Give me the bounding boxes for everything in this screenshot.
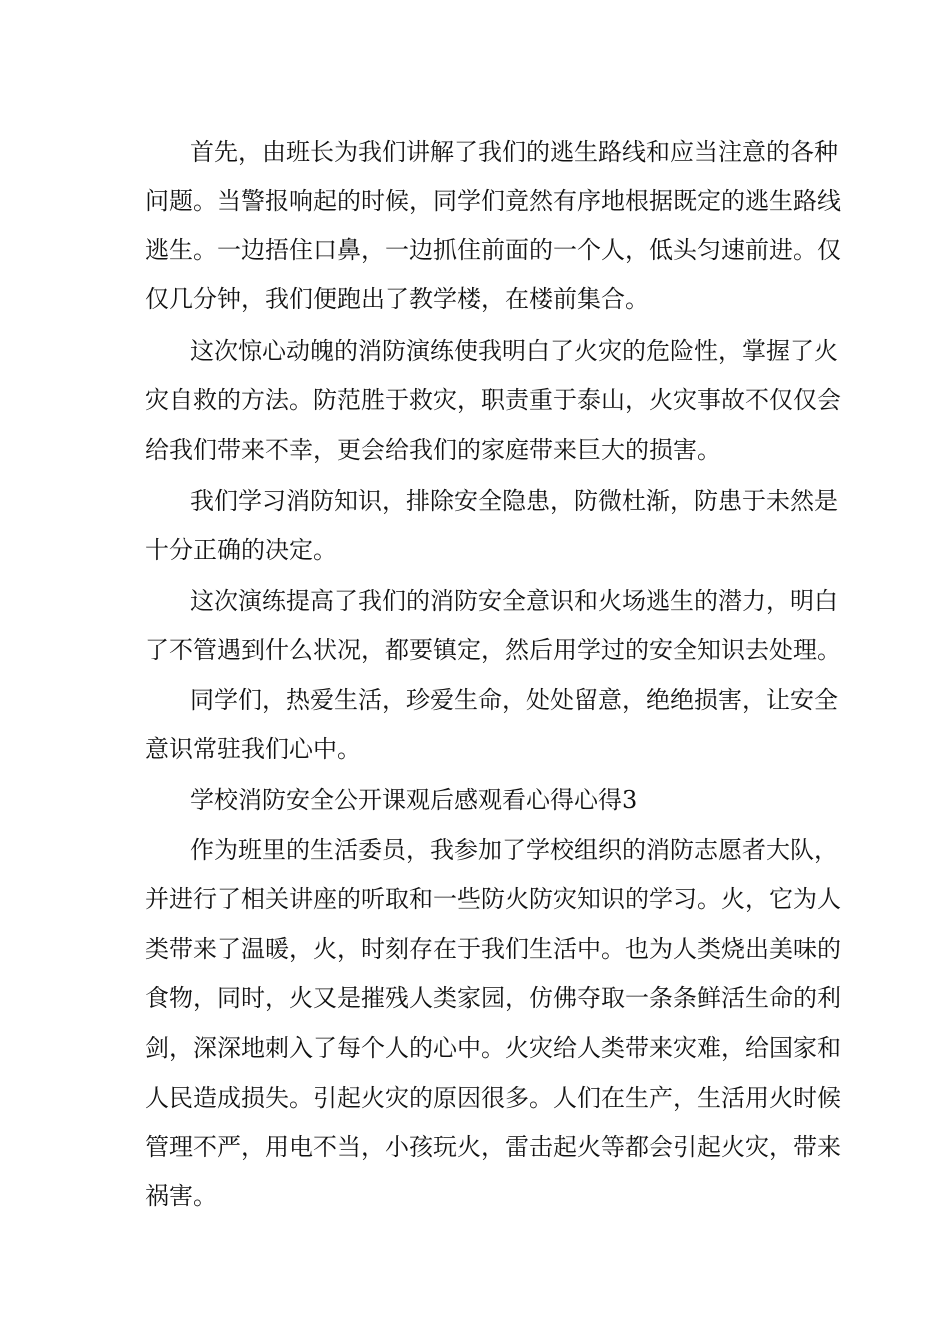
paragraph-2-line-2 — [0, 380, 950, 420]
paragraph-2-line-1 — [0, 331, 950, 371]
paragraph-3-line-2 — [0, 530, 950, 570]
paragraph-1-line-3 — [0, 230, 950, 270]
text-line: 人民造成损失。引起火灾的原因很多。人们在生产，生活用火时候 — [145, 1084, 841, 1112]
paragraph-1-line-1 — [0, 132, 950, 172]
section-heading-text: 学校消防安全公开课观后感观看心得心得3 — [190, 786, 638, 814]
text-line: 这次演练提高了我们的消防安全意识和火场逃生的潜力，明白 — [190, 587, 838, 615]
text-line: 作为班里的生活委员，我参加了学校组织的消防志愿者大队， — [190, 836, 838, 864]
text-line: 祸害。 — [145, 1182, 217, 1210]
text-line: 这次惊心动魄的消防演练使我明白了火灾的危险性，掌握了火 — [190, 337, 838, 365]
text-line: 给我们带来不幸，更会给我们的家庭带来巨大的损害。 — [145, 436, 721, 464]
paragraph-4-line-1 — [0, 581, 950, 621]
text-line: 仅几分钟，我们便跑出了教学楼，在楼前集合。 — [145, 285, 649, 313]
paragraph-7-line-2 — [0, 879, 950, 919]
paragraph-7-line-7 — [0, 1127, 950, 1167]
paragraph-2-line-3 — [0, 430, 950, 470]
paragraph-7-line-5 — [0, 1028, 950, 1068]
text-line: 我们学习消防知识，排除安全隐患，防微杜渐，防患于未然是 — [190, 487, 838, 515]
text-line: 灾自救的方法。防范胜于救灾，职责重于泰山，火灾事故不仅仅会 — [145, 386, 841, 414]
text-line: 并进行了相关讲座的听取和一些防火防灾知识的学习。火，它为人 — [145, 885, 841, 913]
text-line: 逃生。一边捂住口鼻，一边抓住前面的一个人，低头匀速前进。仅 — [145, 236, 841, 264]
paragraph-1-line-2 — [0, 181, 950, 221]
paragraph-5-line-1 — [0, 680, 950, 720]
paragraph-4-line-2 — [0, 630, 950, 670]
text-line: 剑，深深地刺入了每个人的心中。火灾给人类带来灾难，给国家和 — [145, 1034, 841, 1062]
text-line: 十分正确的决定。 — [145, 536, 337, 564]
text-line: 了不管遇到什么状况，都要镇定，然后用学过的安全知识去处理。 — [145, 636, 841, 664]
paragraph-1-line-4 — [0, 279, 950, 319]
paragraph-7-line-8 — [0, 1176, 950, 1216]
text-line: 管理不严，用电不当，小孩玩火，雷击起火等都会引起火灾，带来 — [145, 1133, 841, 1161]
paragraph-7-line-3 — [0, 929, 950, 969]
paragraph-7-line-4 — [0, 978, 950, 1018]
text-line: 同学们，热爱生活，珍爱生命，处处留意，绝绝损害，让安全 — [190, 686, 838, 714]
paragraph-7-line-6 — [0, 1078, 950, 1118]
paragraph-7-line-1 — [0, 830, 950, 870]
text-line: 意识常驻我们心中。 — [145, 735, 361, 763]
text-line: 首先，由班长为我们讲解了我们的逃生路线和应当注意的各种 — [190, 138, 838, 166]
text-line: 食物，同时，火又是摧残人类家园，仿佛夺取一条条鲜活生命的利 — [145, 984, 841, 1012]
text-line: 问题。当警报响起的时候，同学们竟然有序地根据既定的逃生路线 — [145, 187, 841, 215]
section-heading — [0, 780, 950, 820]
paragraph-5-line-2 — [0, 729, 950, 769]
paragraph-3-line-1 — [0, 481, 950, 521]
text-line: 类带来了温暖，火，时刻存在于我们生活中。也为人类烧出美味的 — [145, 935, 841, 963]
